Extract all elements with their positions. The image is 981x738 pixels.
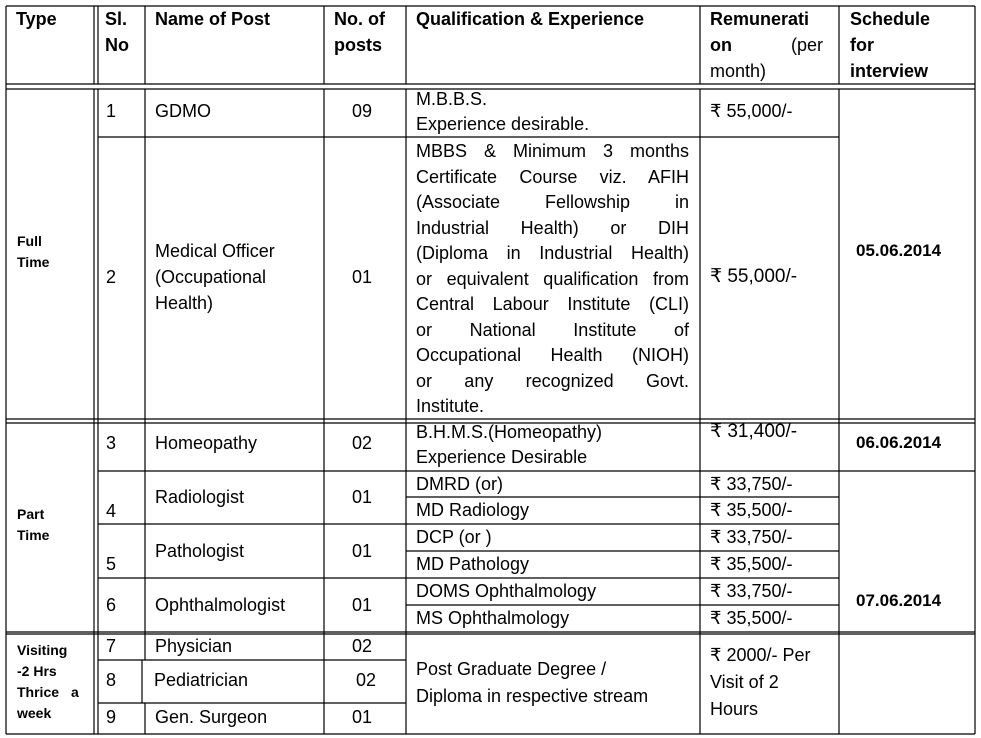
row1-sl: 1 (106, 101, 117, 121)
row3-posts: 02 (352, 433, 373, 453)
header-remun-line2: on (710, 35, 732, 55)
header-schedule-line3: interview (850, 61, 929, 81)
row1-name: GDMO (155, 101, 211, 121)
row3-remuneration: ₹ 31,400/- (710, 421, 798, 442)
row6-sl: 6 (106, 595, 117, 615)
row2-remuneration: ₹ 55,000/- (710, 266, 798, 287)
type-visiting-line3b: a (71, 684, 79, 700)
type-part-line2: Time (17, 527, 50, 543)
row6-remuneration-2: ₹ 35,500/- (710, 608, 793, 628)
schedule-date-full-time: 05.06.2014 (856, 241, 942, 260)
row5-posts: 01 (352, 541, 373, 561)
row5-remuneration-1: ₹ 33,750/- (710, 527, 793, 547)
row2-posts: 01 (352, 267, 373, 287)
visiting-rem-line3: Hours (710, 699, 759, 719)
row4-remuneration-1: ₹ 33,750/- (710, 474, 793, 494)
row3-qual-line2: Experience Desirable (416, 447, 588, 467)
row1-qual-line2: Experience desirable. (416, 114, 590, 134)
visiting-qual-line2: Diploma in respective stream (416, 686, 649, 706)
row2-qual-line7: Central Labour Institute (CLI) (416, 294, 689, 314)
row4-posts: 01 (352, 487, 373, 507)
row3-sl: 3 (106, 433, 117, 453)
visiting-rem-line1: ₹ 2000/- Per (710, 645, 811, 665)
row7-sl: 7 (106, 636, 117, 656)
row8-name: Pediatrician (154, 670, 249, 690)
visiting-rem-line2: Visit of 2 (710, 672, 779, 692)
header-schedule-line1: Schedule (850, 9, 931, 29)
visiting-qual-line1: Post Graduate Degree / (416, 659, 607, 679)
row6-remuneration-1: ₹ 33,750/- (710, 581, 793, 601)
row2-name-line2: (Occupational (155, 267, 267, 287)
row7-posts: 02 (352, 636, 373, 656)
row2-qual-line6: or equivalent qualification from (416, 268, 689, 289)
type-visiting-line3a: Thrice (17, 684, 60, 700)
row3-qual-line1: B.H.M.S.(Homeopathy) (416, 422, 603, 442)
row3-name: Homeopathy (155, 433, 258, 453)
header-schedule-line2: for (850, 35, 874, 55)
row1-posts: 09 (352, 101, 373, 121)
row6-qual-line2: MS Ophthalmology (416, 608, 570, 628)
row2-qual-line9: Occupational Health (NIOH) (416, 345, 689, 365)
row4-name: Radiologist (155, 487, 245, 507)
row5-name: Pathologist (155, 541, 245, 561)
row2-qual-line4: Industrial Health) or DIH (416, 217, 689, 238)
row7-name: Physician (155, 636, 233, 656)
row1-remuneration: ₹ 55,000/- (710, 101, 793, 121)
row9-name: Gen. Surgeon (155, 707, 268, 727)
row4-qual-line1: DMRD (or) (416, 474, 503, 494)
row2-qual-line10: or any recognized Govt. (416, 370, 689, 391)
row9-sl: 9 (106, 707, 117, 727)
row2-qual-line8: or National Institute of (416, 319, 689, 340)
header-remun-line1: Remunerati (710, 9, 810, 29)
type-visiting-line1: Visiting (17, 642, 68, 658)
row4-remuneration-2: ₹ 35,500/- (710, 500, 793, 520)
row6-name: Ophthalmologist (155, 595, 286, 615)
row1-qual-line1: M.B.B.S. (416, 89, 488, 109)
row5-qual-line1: DCP (or ) (416, 527, 492, 547)
row2-sl: 2 (106, 267, 117, 287)
row4-qual-line2: MD Radiology (416, 500, 530, 520)
row2-qual-line11: Institute. (416, 396, 485, 416)
row2-qual-line1: MBBS & Minimum 3 months (416, 141, 689, 161)
row2-qual-line5: (Diploma in Industrial Health) (416, 243, 689, 263)
row2-name-line1: Medical Officer (155, 241, 275, 261)
header-remun-line3: month) (710, 61, 767, 81)
type-part-line1: Part (17, 506, 45, 522)
row4-sl: 4 (106, 501, 117, 521)
header-type: Type (16, 9, 57, 29)
type-visiting-line2: -2 Hrs (17, 663, 57, 679)
header-name: Name of Post (155, 9, 271, 29)
header-posts-line2: posts (334, 35, 383, 55)
type-full-line1: Full (17, 233, 42, 249)
row5-remuneration-2: ₹ 35,500/- (710, 554, 793, 574)
row2-qual-line2: Certificate Course viz. AFIH (416, 166, 689, 187)
row8-sl: 8 (106, 670, 117, 690)
row6-posts: 01 (352, 595, 373, 615)
header-remun-per: (per (791, 35, 824, 55)
header-sl-line2: No (105, 35, 129, 55)
row5-qual-line2: MD Pathology (416, 554, 530, 574)
type-full-line2: Time (17, 254, 50, 270)
row9-posts: 01 (352, 707, 373, 727)
header-sl-line1: Sl. (105, 9, 128, 29)
schedule-date-part-visiting: 07.06.2014 (856, 591, 942, 610)
row6-qual-line1: DOMS Ophthalmology (416, 581, 597, 601)
type-visiting-line4: week (17, 705, 52, 721)
row5-sl: 5 (106, 554, 117, 574)
schedule-date-homeopathy: 06.06.2014 (856, 433, 942, 452)
row2-name-line3: Health) (155, 293, 214, 313)
row8-posts: 02 (356, 670, 377, 690)
header-posts-line1: No. of (334, 9, 385, 29)
row2-qual-line3: (Associate Fellowship in (416, 192, 689, 212)
header-qualification: Qualification & Experience (416, 9, 645, 29)
